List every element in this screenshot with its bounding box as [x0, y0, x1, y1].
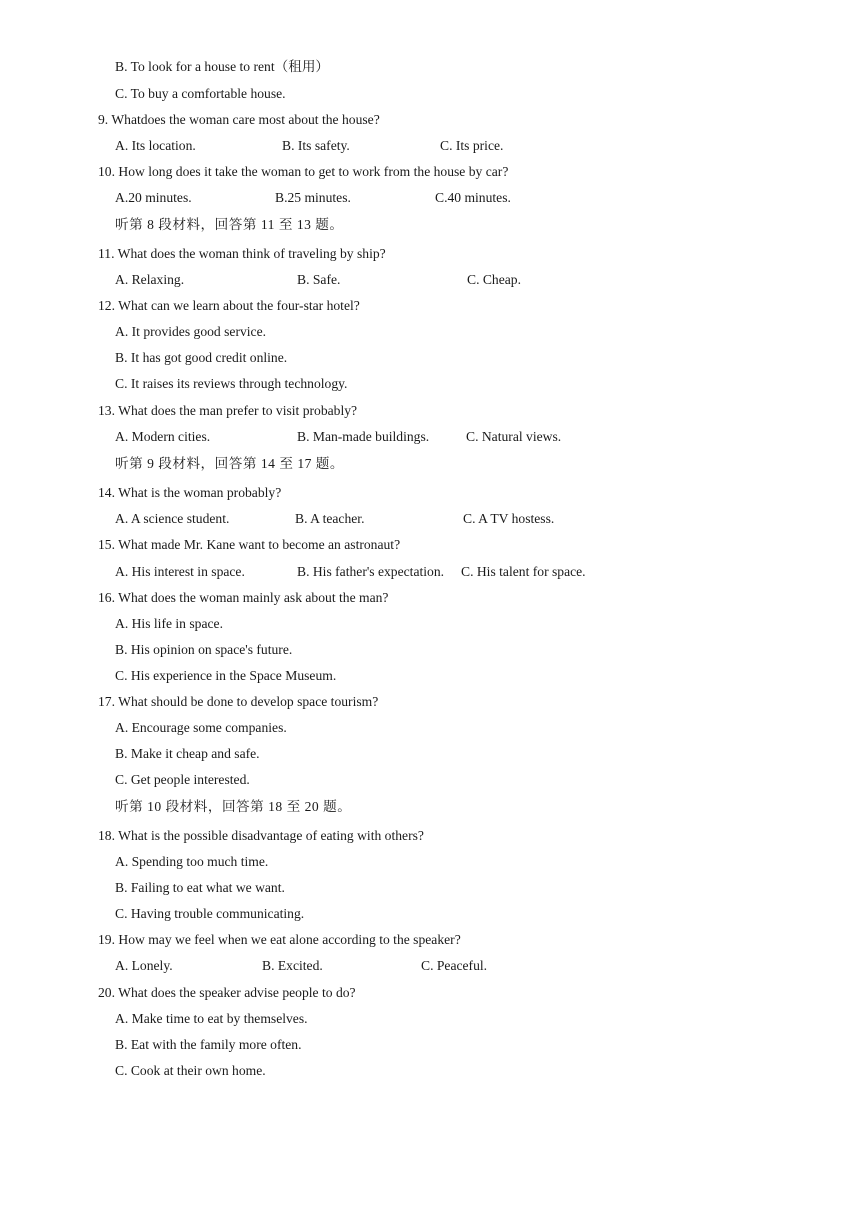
- question-9: 9. Whatdoes the woman care most about the house?: [98, 112, 380, 127]
- question-14: 14. What is the woman probably?: [98, 485, 282, 500]
- q9-option-a: A. Its location.: [115, 138, 196, 153]
- q18-option-b: B. Failing to eat what we want.: [115, 880, 285, 895]
- q17-option-c: C. Get people interested.: [115, 772, 250, 787]
- q20-option-a: A. Make time to eat by themselves.: [115, 1011, 308, 1026]
- q12-option-c: C. It raises its reviews through technology.: [115, 376, 348, 391]
- question-19: 19. How may we feel when we eat alone according to the speaker?: [98, 932, 461, 947]
- q18-option-c: C. Having trouble communicating.: [115, 906, 305, 921]
- q17-option-b: B. Make it cheap and safe.: [115, 746, 260, 761]
- question-17: 17. What should be done to develop space tourism?: [98, 694, 379, 709]
- question-13: 13. What does the man prefer to visit probably?: [98, 403, 358, 418]
- q14-option-b: B. A teacher.: [295, 511, 365, 526]
- q11-option-b: B. Safe.: [297, 272, 341, 287]
- q14-option-c: C. A TV hostess.: [463, 511, 555, 526]
- q9-option-b: B. Its safety.: [282, 138, 350, 153]
- q12-option-a: A. It provides good service.: [115, 324, 267, 339]
- q9-option-c: C. Its price.: [440, 138, 504, 153]
- q10-option-c: C.40 minutes.: [435, 190, 511, 205]
- question-10: 10. How long does it take the woman to get to work from the house by car?: [98, 164, 509, 179]
- q19-option-b: B. Excited.: [262, 958, 323, 973]
- question-11: 11. What does the woman think of traveling by ship?: [98, 246, 386, 261]
- section-header-9: 听第 9 段材料，回答第 14 至 17 题。: [115, 456, 344, 471]
- q15-option-b: B. His father's expectation.: [297, 564, 445, 579]
- q18-option-a: A. Spending too much time.: [115, 854, 269, 869]
- q13-option-b: B. Man-made buildings.: [297, 429, 430, 444]
- q19-option-a: A. Lonely.: [115, 958, 173, 973]
- q11-option-c: C. Cheap.: [467, 272, 521, 287]
- question-16: 16. What does the woman mainly ask about the man?: [98, 590, 389, 605]
- q17-option-a: A. Encourage some companies.: [115, 720, 287, 735]
- q16-option-b: B. His opinion on space's future.: [115, 642, 293, 657]
- q11-option-a: A. Relaxing.: [115, 272, 185, 287]
- q16-option-c: C. His experience in the Space Museum.: [115, 668, 337, 683]
- q12-option-b: B. It has got good credit online.: [115, 350, 288, 365]
- section-header-10: 听第 10 段材料，回答第 18 至 20 题。: [115, 799, 352, 814]
- question-18: 18. What is the possible disadvantage of eating with others?: [98, 828, 424, 843]
- q19-option-c: C. Peaceful.: [421, 958, 488, 973]
- q10-option-a: A.20 minutes.: [115, 190, 192, 205]
- question-15: 15. What made Mr. Kane want to become an astronaut?: [98, 537, 401, 552]
- q13-option-c: C. Natural views.: [466, 429, 562, 444]
- section-header-8: 听第 8 段材料，回答第 11 至 13 题。: [115, 217, 344, 232]
- q8-option-c: C. To buy a comfortable house.: [115, 86, 286, 101]
- q15-option-a: A. His interest in space.: [115, 564, 245, 579]
- q16-option-a: A. His life in space.: [115, 616, 223, 631]
- q13-option-a: A. Modern cities.: [115, 429, 211, 444]
- q10-option-b: B.25 minutes.: [275, 190, 351, 205]
- q15-option-c: C. His talent for space.: [461, 564, 586, 579]
- q20-option-b: B. Eat with the family more often.: [115, 1037, 302, 1052]
- q14-option-a: A. A science student.: [115, 511, 230, 526]
- q20-option-c: C. Cook at their own home.: [115, 1063, 266, 1078]
- question-20: 20. What does the speaker advise people to do?: [98, 985, 356, 1000]
- q8-option-b: B. To look for a house to rent（租用）: [115, 59, 330, 74]
- question-12: 12. What can we learn about the four-star hotel?: [98, 298, 360, 313]
